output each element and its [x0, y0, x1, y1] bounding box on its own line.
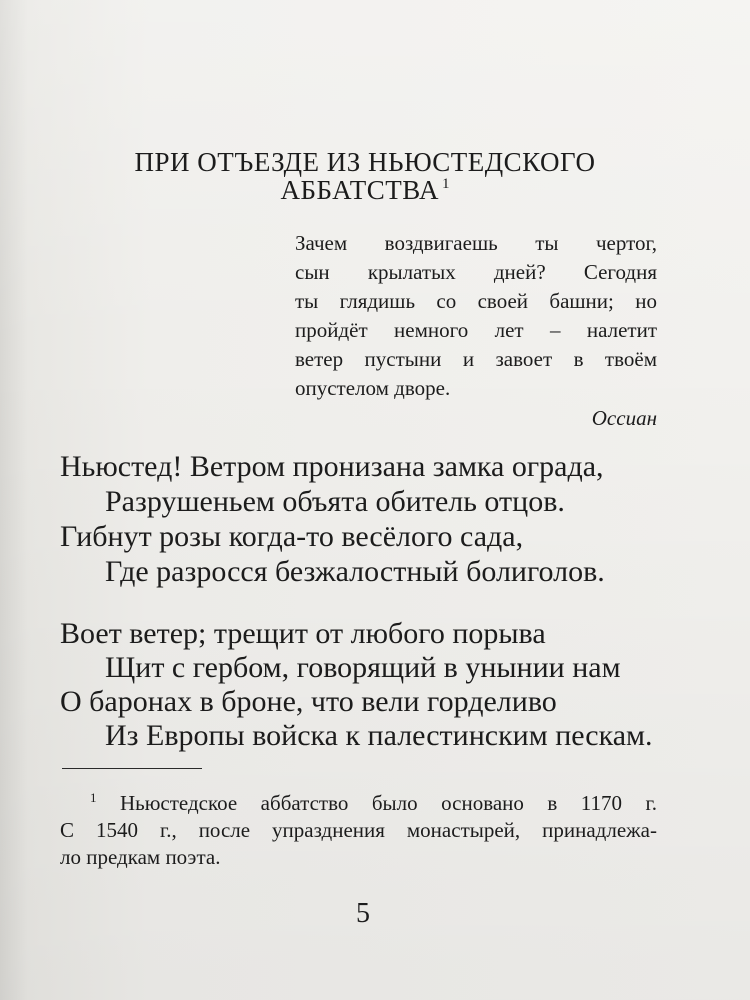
footnote-line-1-text: Ньюстедское аббатство было основано в 1170 г.	[120, 791, 658, 815]
stanza-1	[60, 449, 700, 589]
poem-title	[40, 148, 690, 204]
verse-line: Гибнут розы когда-то весёлого сада,	[60, 520, 524, 553]
title-footnote-marker: 1	[442, 176, 450, 192]
footnote-line-2: С 1540 г., после упразднения монастырей, принадлежа-	[60, 818, 657, 842]
verse-line: О баронах в броне, что вели горделиво	[60, 685, 557, 718]
verse-line: Ньюстед! Ветром пронизана замка ограда,	[60, 450, 604, 483]
page-number: 5	[356, 898, 370, 929]
epigraph-attribution: Оссиан	[591, 406, 657, 430]
verse-line: Воет ветер; трещит от любого порыва	[60, 617, 546, 650]
epigraph-line: опустелом дворе.	[295, 376, 451, 400]
verse-line: Из Европы войска к палестинским пескам.	[105, 719, 653, 752]
epigraph-line: Зачем воздвигаешь ты чертог,	[295, 231, 657, 255]
verse-line: Разрушеньем объята обитель отцов.	[105, 485, 565, 518]
verse-line: Где разросся безжалостный болиголов.	[105, 555, 605, 588]
epigraph-line: пройдёт немного лет – налетит	[295, 318, 657, 342]
epigraph-line: ветер пустыни и завоет в твоём	[295, 347, 657, 371]
title-line-1: ПРИ ОТЪЕЗДЕ ИЗ НЬЮСТЕДСКОГО	[134, 147, 596, 177]
footnote	[60, 790, 657, 871]
footnote-line-3: ло предкам поэта.	[60, 845, 221, 869]
title-line-2	[40, 176, 690, 204]
epigraph-line: сын крылатых дней? Сегодня	[295, 260, 657, 284]
epigraph-line: ты глядишь со своей башни; но	[295, 289, 657, 313]
footnote-divider	[62, 768, 202, 769]
epigraph	[295, 229, 657, 403]
verse-line: Щит с гербом, говорящий в унынии нам	[105, 651, 621, 684]
title-line-2-text: АББАТСТВА	[280, 175, 440, 205]
footnote-line-1	[60, 790, 657, 817]
stanza-2	[60, 617, 700, 753]
footnote-marker: 1	[90, 790, 97, 805]
